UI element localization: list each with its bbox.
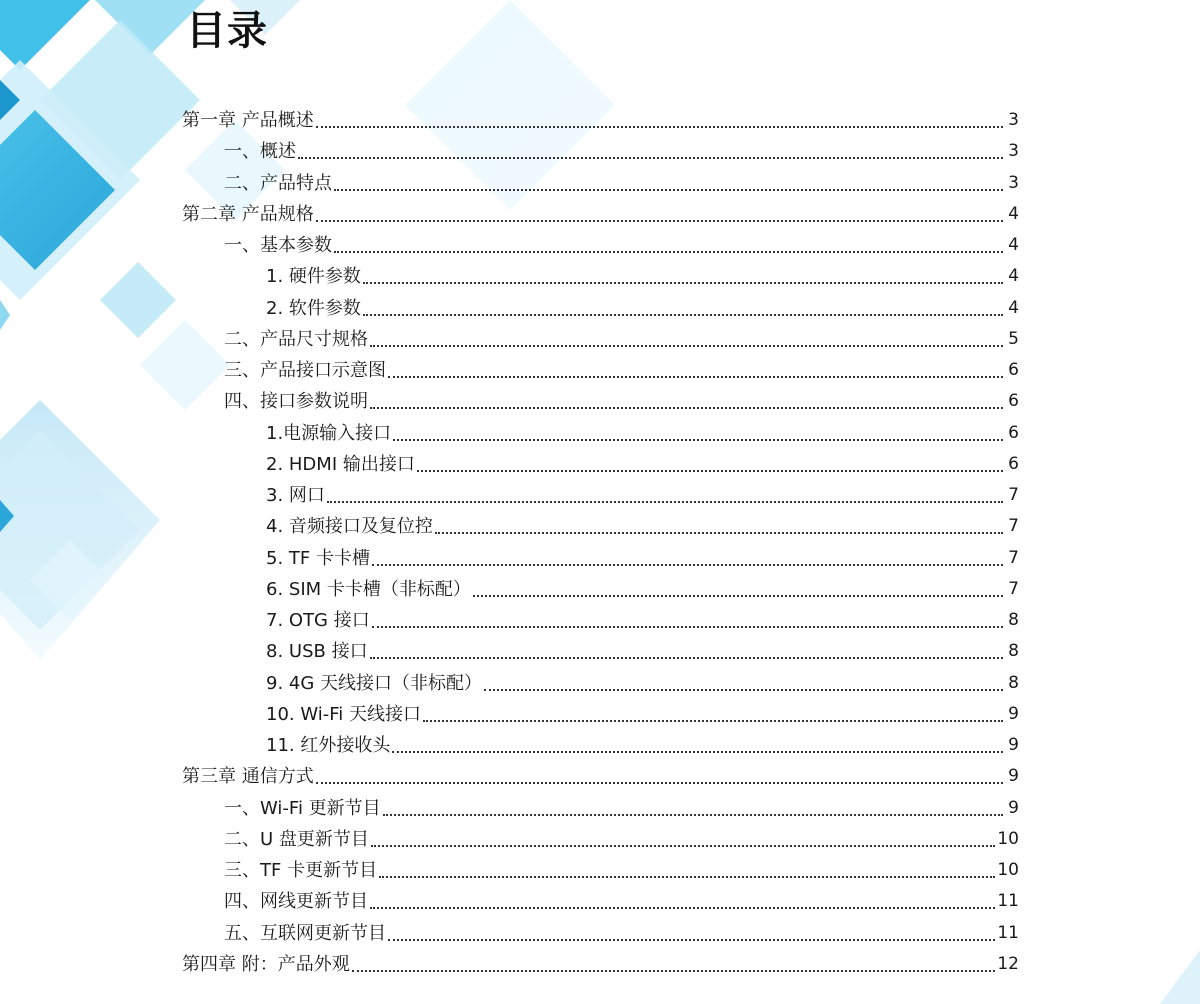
toc-dot-leader: [316, 781, 1003, 784]
toc-entry[interactable]: [0, 386, 1200, 417]
toc-entry-page-number: 8: [1008, 610, 1019, 630]
toc-dot-leader: [371, 844, 995, 847]
toc-entry-page-number: 4: [1008, 298, 1019, 318]
toc-entry[interactable]: [0, 355, 1200, 386]
toc-entry[interactable]: [0, 449, 1200, 480]
toc-entry-label: 第一章 产品概述: [182, 110, 314, 131]
toc-entry-page-number: 6: [1008, 391, 1019, 411]
toc-dot-leader: [473, 594, 1003, 597]
toc-entry[interactable]: [0, 824, 1200, 855]
toc-entry-label: 11. 红外接收头: [266, 735, 391, 756]
toc-entry-label: 2. HDMI 输出接口: [266, 454, 415, 475]
toc-dot-leader: [379, 875, 995, 878]
toc-dot-leader: [370, 906, 995, 909]
toc-entry[interactable]: [0, 230, 1200, 261]
toc-dot-leader: [417, 469, 1003, 472]
toc-entry[interactable]: [0, 949, 1200, 980]
toc-entry-page-number: 4: [1008, 235, 1019, 255]
toc-entry[interactable]: [0, 761, 1200, 792]
toc-dot-leader: [334, 250, 1003, 253]
toc-dot-leader: [435, 531, 1003, 534]
toc-entry-page-number: 3: [1008, 141, 1019, 161]
toc-entry-page-number: 3: [1008, 110, 1019, 130]
page-title: 目录: [186, 8, 268, 54]
toc-entry-page-number: 9: [1008, 798, 1019, 818]
toc-entry-label: 4. 音频接口及复位控: [266, 516, 433, 537]
toc-entry-page-number: 8: [1008, 673, 1019, 693]
toc-entry[interactable]: [0, 168, 1200, 199]
toc-dot-leader: [392, 750, 1003, 753]
toc-entry[interactable]: [0, 793, 1200, 824]
toc-entry-page-number: 9: [1008, 704, 1019, 724]
toc-entry-page-number: 11: [997, 923, 1019, 943]
toc-entry-page-number: 4: [1008, 266, 1019, 286]
toc-dot-leader: [316, 125, 1003, 128]
toc-dot-leader: [370, 656, 1003, 659]
toc-dot-leader: [484, 688, 1003, 691]
toc-entry-label: 三、TF 卡更新节目: [224, 860, 378, 881]
toc-dot-leader: [298, 156, 1003, 159]
toc-entry-label: 第四章 附：产品外观: [182, 954, 350, 975]
toc-entry-page-number: 5: [1008, 329, 1019, 349]
toc-entry-label: 四、网线更新节目: [224, 891, 368, 912]
toc-dot-leader: [393, 438, 1003, 441]
toc-entry-label: 8. USB 接口: [266, 641, 368, 662]
toc-dot-leader: [423, 719, 1003, 722]
toc-entry-page-number: 9: [1008, 766, 1019, 786]
toc-dot-leader: [352, 969, 995, 972]
toc-entry-label: 9. 4G 天线接口（非标配）: [266, 673, 483, 694]
toc-entry[interactable]: [0, 699, 1200, 730]
toc-entry-page-number: 9: [1008, 735, 1019, 755]
toc-entry[interactable]: [0, 636, 1200, 667]
toc-entry-label: 2. 软件参数: [266, 298, 361, 319]
toc-entry-page-number: 6: [1008, 423, 1019, 443]
toc-dot-leader: [388, 938, 995, 941]
toc-entry-label: 1.电源输入接口: [266, 423, 392, 444]
toc-dot-leader: [370, 406, 1003, 409]
toc-entry-label: 二、产品特点: [224, 173, 332, 194]
toc-entry-page-number: 7: [1008, 548, 1019, 568]
toc-dot-leader: [383, 813, 1003, 816]
toc-entry-page-number: 10: [997, 829, 1019, 849]
toc-entry-label: 一、概述: [224, 141, 296, 162]
toc-entry-label: 6. SIM 卡卡槽（非标配）: [266, 579, 471, 600]
toc-dot-leader: [363, 281, 1003, 284]
toc-entry-label: 1. 硬件参数: [266, 266, 361, 287]
toc-entry-label: 5. TF 卡卡槽: [266, 548, 370, 569]
toc-entry-page-number: 7: [1008, 579, 1019, 599]
toc-entry[interactable]: [0, 543, 1200, 574]
toc-entry-label: 三、产品接口示意图: [224, 360, 386, 381]
toc-entry-page-number: 3: [1008, 173, 1019, 193]
toc-dot-leader: [372, 625, 1003, 628]
toc-entry-label: 10. Wi-Fi 天线接口: [266, 704, 422, 725]
toc-entry-label: 二、产品尺寸规格: [224, 329, 368, 350]
toc-entry-label: 第三章 通信方式: [182, 766, 314, 787]
toc-entry[interactable]: [0, 136, 1200, 167]
toc-dot-leader: [372, 563, 1003, 566]
toc-entry[interactable]: [0, 886, 1200, 917]
toc-entry[interactable]: [0, 293, 1200, 324]
toc-entry[interactable]: [0, 105, 1200, 136]
toc-entry[interactable]: [0, 324, 1200, 355]
toc-entry[interactable]: [0, 730, 1200, 761]
toc-entry-label: 四、接口参数说明: [224, 391, 368, 412]
toc-dot-leader: [370, 344, 1003, 347]
toc-entry[interactable]: [0, 668, 1200, 699]
toc-entry-page-number: 4: [1008, 204, 1019, 224]
toc-dot-leader: [363, 313, 1003, 316]
toc-entry[interactable]: [0, 511, 1200, 542]
toc-dot-leader: [316, 219, 1003, 222]
toc-entry-label: 一、Wi-Fi 更新节目: [224, 798, 381, 819]
toc-dot-leader: [334, 188, 1003, 191]
toc-entry-label: 7. OTG 接口: [266, 610, 370, 631]
toc-entry-label: 五、互联网更新节目: [224, 923, 386, 944]
toc-entry-page-number: 12: [997, 954, 1019, 974]
toc-entry-page-number: 7: [1008, 516, 1019, 536]
toc-entry[interactable]: [0, 918, 1200, 949]
toc-entry[interactable]: [0, 418, 1200, 449]
toc-entry[interactable]: [0, 855, 1200, 886]
toc-entry-label: 3. 网口: [266, 485, 325, 506]
toc-entry[interactable]: [0, 199, 1200, 230]
toc-entry-page-number: 6: [1008, 454, 1019, 474]
toc-entry-page-number: 11: [997, 891, 1019, 911]
toc-entry-label: 第二章 产品规格: [182, 204, 314, 225]
toc-entry[interactable]: [0, 261, 1200, 292]
toc-entry-page-number: 10: [997, 860, 1019, 880]
toc-entry-page-number: 6: [1008, 360, 1019, 380]
toc-entry[interactable]: [0, 480, 1200, 511]
toc-entry[interactable]: [0, 574, 1200, 605]
toc-entry-page-number: 7: [1008, 485, 1019, 505]
toc-entry-label: 一、基本参数: [224, 235, 332, 256]
toc-dot-leader: [327, 500, 1003, 503]
toc-entry[interactable]: [0, 605, 1200, 636]
toc-entry-page-number: 8: [1008, 641, 1019, 661]
toc-entry-label: 二、U 盘更新节目: [224, 829, 369, 850]
toc-dot-leader: [388, 375, 1003, 378]
